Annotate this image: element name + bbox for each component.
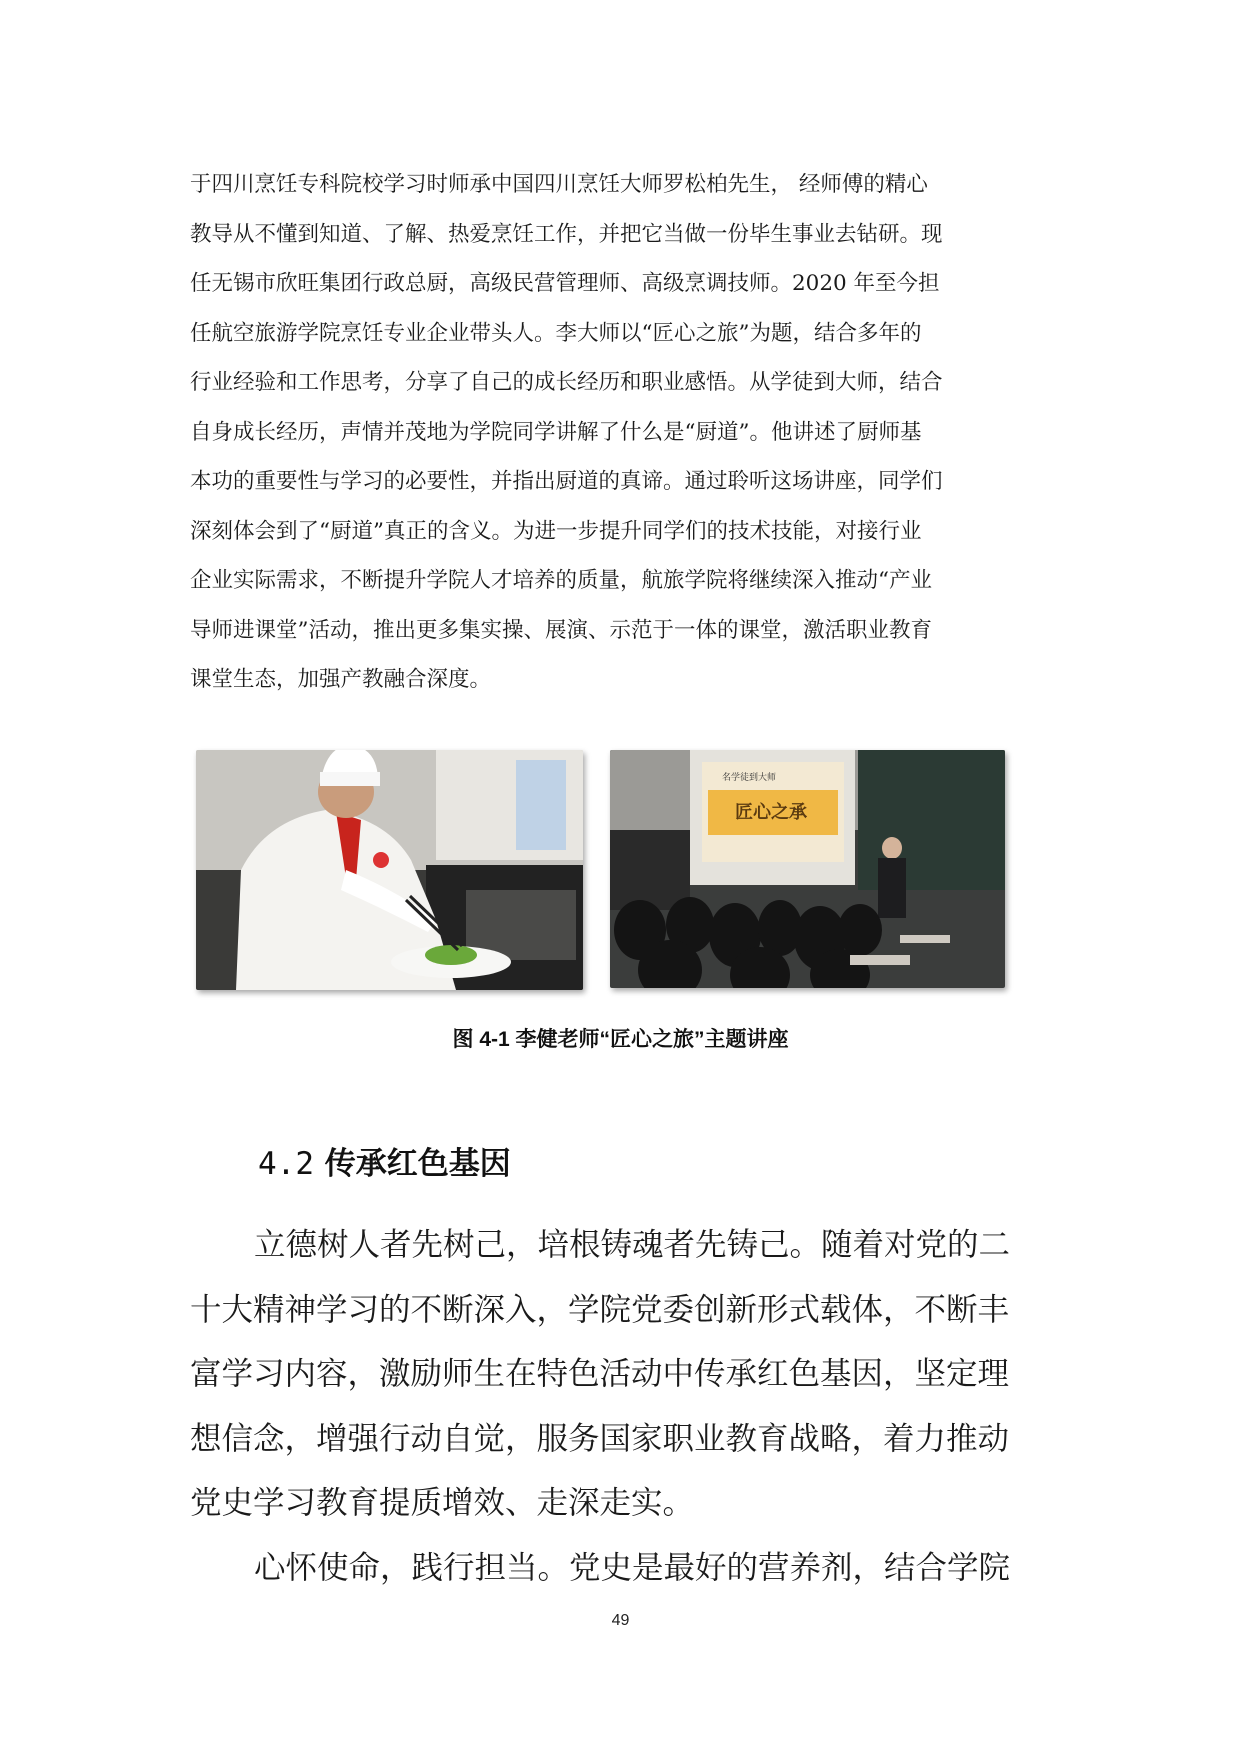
text-line: 心怀使命，践行担当。党史是最好的营养剂，结合学院 <box>254 1549 1011 1586</box>
text-line: 任无锡市欣旺集团行政总厨，高级民营管理师、高级烹调技师。2020 年至今担 <box>190 271 940 296</box>
chef-plating-illustration <box>196 750 583 990</box>
text-line: 党史学习教育提质增效、走深走实。 <box>190 1485 695 1521</box>
chef-plating-photo <box>196 750 583 990</box>
text-line: 行业经验和工作思考，分享了自己的成长经历和职业感悟。从学徒到大师，结合 <box>190 370 943 395</box>
text-line: 课堂生态，加强产教融合深度。 <box>190 667 492 692</box>
lecture-hall-photo <box>610 750 1005 988</box>
text-line: 于四川烹饪专科院校学习时师承中国四川烹饪大师罗松柏先生， 经师傅的精心 <box>190 172 928 197</box>
section-heading <box>258 1138 511 1183</box>
text-line: 富学习内容，激励师生在特色活动中传承红色基因，坚定理 <box>190 1356 1010 1392</box>
text-line: 教导从不懂到知道、了解、热爱烹饪工作，并把它当做一份毕生事业去钻研。现 <box>190 221 943 247</box>
text-line: 深刻体会到了“厨道”真正的含义。为进一步提升同学们的技术技能，对接行业 <box>190 518 922 544</box>
text-line: 立德树人者先树己，培根铸魂者先铸己。随着对党的二 <box>254 1227 1011 1263</box>
text-line: 本功的重要性与学习的必要性，并指出厨道的真谛。通过聆听这场讲座，同学们 <box>190 469 943 494</box>
lecture-hall-illustration <box>610 750 1005 988</box>
slide-banner: 名学徒到大师 <box>722 773 777 783</box>
section-title: 传承红色基因 <box>324 1146 511 1182</box>
figure-4-1 <box>196 750 1026 995</box>
page-number: 49 <box>611 1612 630 1629</box>
text-line: 任航空旅游学院烹饪专业企业带头人。李大师以“匠心之旅”为题，结合多年的 <box>190 320 922 346</box>
text-line: 十大精神学习的不断深入，学院党委创新形式载体，不断丰 <box>190 1291 1010 1328</box>
text-line: 企业实际需求，不断提升学院人才培养的质量，航旅学院将继续深入推动“产业 <box>190 568 932 593</box>
body-paragraph <box>190 160 1060 705</box>
text-line: 导师进课堂”活动，推出更多集实操、展演、示范于一体的课堂，激活职业教育 <box>190 617 932 643</box>
figure-caption: 图 4-1 李健老师“匠心之旅”主题讲座 <box>452 1028 789 1051</box>
section-number: 4.2 <box>258 1146 314 1182</box>
section-paragraph <box>190 1213 1070 1600</box>
text-line: 想信念，增强行动自觉，服务国家职业教育战略，着力推动 <box>190 1420 1010 1457</box>
slide-title: 匠心之承 <box>735 802 807 823</box>
text-line: 自身成长经历，声情并茂地为学院同学讲解了什么是“厨道”。他讲述了厨师基 <box>190 419 922 445</box>
